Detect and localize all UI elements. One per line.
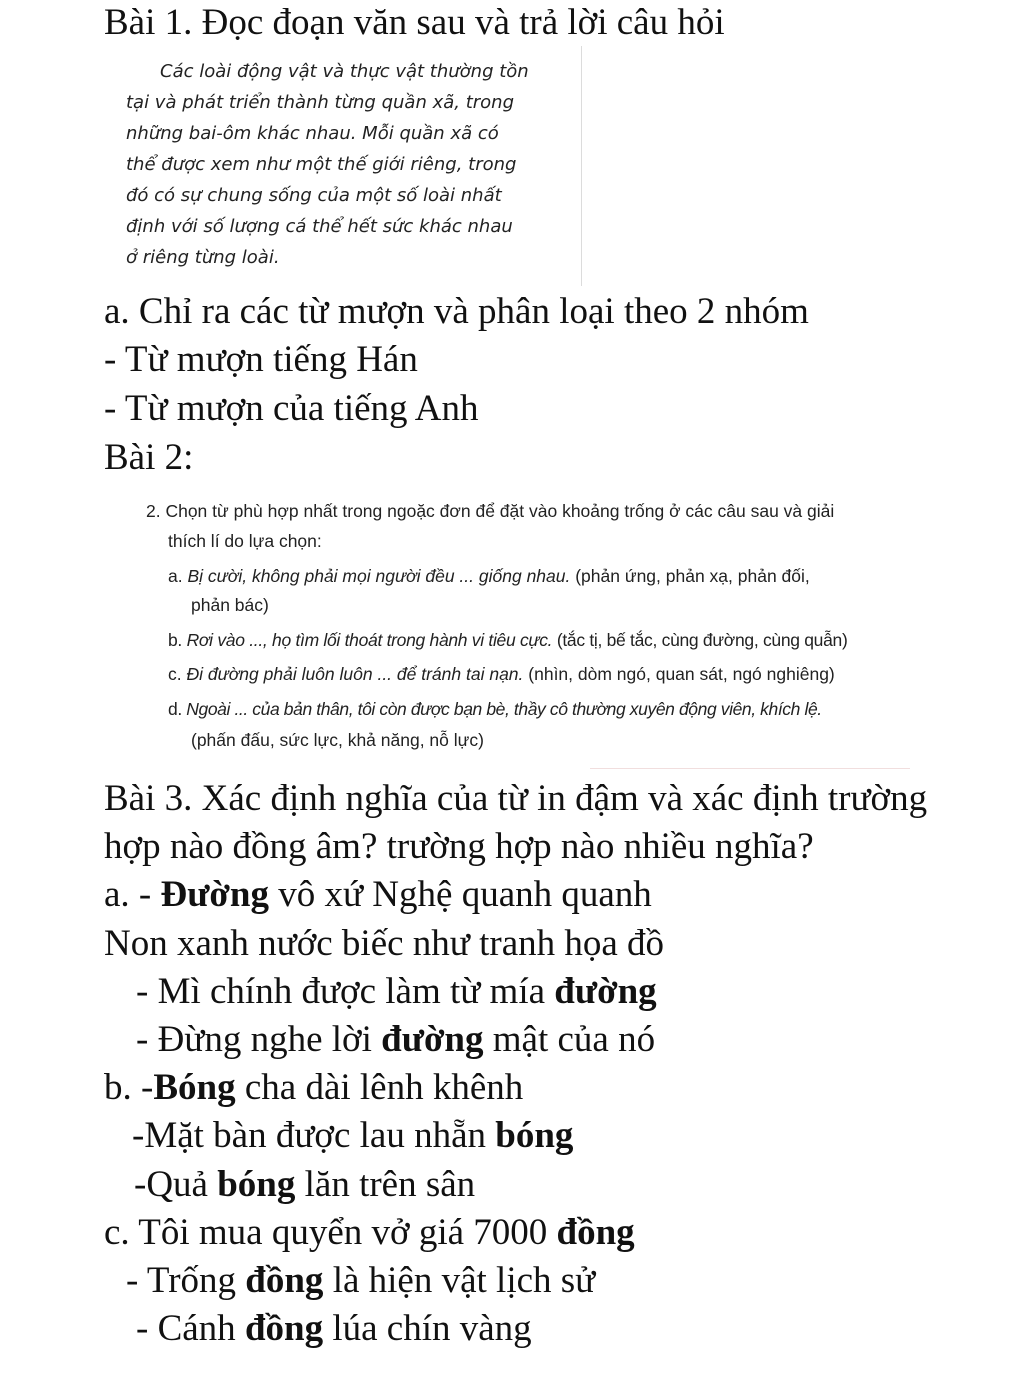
group-english: - Từ mượn của tiếng Anh [104,388,479,429]
group-han: - Từ mượn tiếng Hán [104,339,418,380]
bai2-item-a-options-cont: phản bác) [191,595,269,615]
bold-word: đường [554,971,657,1012]
item-sentence: Đi đường phải luôn luôn ... để tránh tai nạn. [186,664,524,684]
item-label: b. [168,630,182,650]
bai2-instruction: 2. Chọn từ phù hợp nhất trong ngoặc đơn để đặt vào khoảng trống ở các câu sau và giải [146,501,835,521]
bai3-line: a. - Đường vô xứ Nghệ quanh quanh [104,874,652,915]
bai3-title-cont: hợp nào đồng âm? trường hợp nào nhiều nghĩa? [104,826,814,867]
passage-line: thể được xem như một thế giới riêng, trong [126,154,517,175]
bold-word: đường [381,1019,484,1060]
bai2-item-a [168,566,810,587]
bold-word: Bóng [153,1067,236,1108]
bai2-item-d-options: (phấn đấu, sức lực, khả năng, nỗ lực) [191,730,484,750]
bai3-line: -Quả bóng lăn trên sân [134,1164,476,1205]
bold-word: Đường [160,874,269,915]
bai3-line: - Mì chính được làm từ mía đường [136,971,657,1012]
bai3-line: b. -Bóng cha dài lênh khênh [104,1067,524,1108]
bai2-title: Bài 2: [104,437,194,478]
divider [590,768,910,769]
passage-line: tại và phát triển thành từng quần xã, trong [126,92,515,113]
bai3-line: Non xanh nước biếc như tranh họa đồ [104,923,665,964]
bold-word: bóng [495,1115,574,1156]
item-options: (nhìn, dòm ngó, quan sát, ngó nghiêng) [528,664,835,684]
passage-line: ở riêng từng loài. [126,247,280,268]
bai3-line: - Trống đồng là hiện vật lịch sử [126,1260,596,1301]
bai3-line: c. Tôi mua quyển vở giá 7000 đồng [104,1212,635,1253]
question-a: a. Chỉ ra các từ mượn và phân loại theo 2 nhóm [104,291,809,332]
passage-line: định với số lượng cá thể hết sức khác nhau [126,216,513,237]
bold-word: bóng [217,1164,296,1205]
bai2-item-c [168,664,835,685]
item-options: (phản ứng, phản xạ, phản đối, [575,566,810,586]
passage-line: những bai-ôm khác nhau. Mỗi quần xã có [126,123,499,144]
item-sentence: Bị cười, không phải mọi người đều ... giống nhau. [187,566,571,586]
divider [581,46,582,286]
passage-line: Các loài động vật và thực vật thường tồn [160,61,529,82]
bold-word: đồng [245,1260,324,1301]
bai3-line: - Đừng nghe lời đường mật của nó [136,1019,656,1060]
bold-word: đồng [556,1212,635,1253]
bai3-line: - Cánh đồng lúa chín vàng [136,1308,532,1349]
bold-word: đồng [244,1308,324,1349]
item-label: a. [168,566,183,586]
item-sentence: Ngoài ... của bản thân, tôi còn được bạn bè, thầy cô thường xuyên động viên, khích lệ. [186,699,822,719]
bai2-item-d [168,699,822,720]
passage-line: đó có sự chung sống của một số loài nhất [126,185,502,206]
item-label: c. [168,664,182,684]
bai2-instruction-cont: thích lí do lựa chọn: [168,531,322,551]
bai1-title: Bài 1. Đọc đoạn văn sau và trả lời câu hỏi [104,2,725,43]
bai3-line: -Mặt bàn được lau nhẵn bóng [132,1115,574,1156]
item-sentence: Rơi vào ..., họ tìm lối thoát trong hành vi tiêu cực. [186,630,553,650]
bai3-title: Bài 3. Xác định nghĩa của từ in đậm và xác định trường [104,778,928,819]
item-label: d. [168,699,182,719]
bai2-item-b [168,630,848,651]
item-options: (tắc tị, bế tắc, cùng đường, cùng quẫn) [556,630,848,650]
